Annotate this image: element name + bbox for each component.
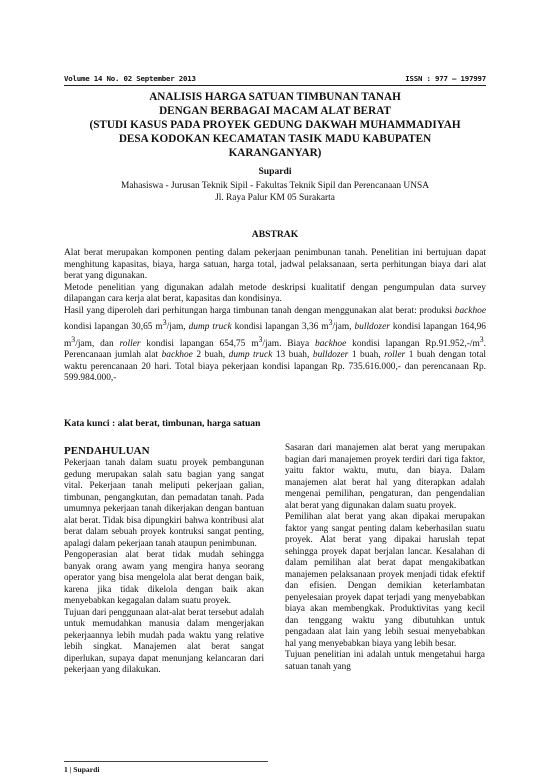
- title-line: DESA KODOKAN KECAMATAN TASIK MADU KABUPATEN: [118, 133, 432, 145]
- superscript: 3: [162, 318, 167, 327]
- footer-rule: [64, 761, 268, 762]
- superscript: 3: [479, 334, 484, 344]
- italic-term: backhoe: [454, 305, 486, 316]
- keywords: Kata kunci : alat berat, timbunan, harga satuan: [64, 418, 261, 429]
- text-run: kondisi lapangan 30,65 m: [64, 322, 163, 333]
- text-run: kondisi lapangan Rp.91.952,-/m: [346, 338, 480, 349]
- affiliation-line: Mahasiswa - Jurusan Teknik Sipil - Fakultas Teknik Sipil dan Perencanaan UNSA: [121, 181, 429, 191]
- abstract-paragraph: Alat berat merupakan komponen penting dalam pekerjaan penimbunan tanah. Penelitian ini bertujuan dapat menghitung kapasitas, biaya, harga satuan, harga total, jadwal pelaksanaan, serta perhitungan biaya dari alat berat yang digunakan.: [64, 248, 486, 281]
- author-name: Supardi: [258, 166, 292, 177]
- italic-term: dump truck: [188, 322, 232, 333]
- section-heading: PENDAHULUAN: [64, 445, 150, 457]
- text-run: /jam. Biaya: [262, 338, 316, 349]
- italic-term: backhoe: [315, 338, 347, 349]
- italic-term: bulldozer: [354, 322, 390, 333]
- abstract-heading: ABSTRAK: [251, 229, 299, 240]
- superscript: 3: [71, 334, 76, 344]
- paper-title: [64, 90, 486, 160]
- title-line: DENGAN BERBAGAI MACAM ALAT BERAT: [159, 105, 391, 117]
- italic-term: roller: [119, 338, 141, 349]
- abstract-paragraph: Metode penelitian yang digunakan adalah metode deskripsi kualitatif dengan pengumpulan data survey dilapangan cara kerja alat berat, kapasitas dan kondisinya.: [64, 282, 486, 304]
- text-run: Hasil yang diperoleh dari perhitungan harga timbunan tanah dengan menggunakan alat berat: produksi: [64, 305, 455, 316]
- text-run: kondisi lapangan 654,75 m: [140, 338, 259, 349]
- text-run: kondisi lapangan 164,96 m: [64, 322, 486, 349]
- title-line: (STUDI KASUS PADA PROYEK GEDUNG DAKWAH MUHAMMADIYAH: [89, 119, 461, 131]
- abstract-results-paragraph: [64, 306, 486, 385]
- text-run: 1 buah dengan total waktu perencanaan 20 hari. Total biaya pekerjaan kondisi lapangan Rp. 735.616.000,- dan perencanaan Rp. 599.984.000,-: [64, 350, 486, 384]
- superscript: 3: [328, 318, 333, 327]
- page-footer: 1 | Supardi: [64, 765, 100, 774]
- text-run: /jam, dan: [75, 338, 120, 349]
- right-column: [285, 442, 485, 672]
- text-run: 1 buah,: [348, 350, 385, 361]
- author-affiliation: [64, 180, 486, 205]
- body-paragraph: Tujuan dari penggunaan alat-alat berat tersebut adalah untuk memudahkan manusia dalam mengerjakan pekerjaannya lebih mudah pada waktu yang relative lebih singkat. Manajemen alat berat sangat diperlukan, supaya dapat menunjang kelancaran dari pekerjaan yang dilakukan.: [64, 606, 264, 674]
- superscript: 3: [258, 334, 263, 344]
- text-run: /jam,: [332, 322, 355, 333]
- text-run: 13 buah,: [272, 350, 313, 361]
- body-paragraph: Sasaran dari manajemen alat berat yang merupakan bagian dari manajemen proyek terdiri dari tiga faktor, yaitu faktor waktu, mutu, dan biaya. Dalam manajemen alat berat hal yang diterapkan adalah mengenai pemilihan, pengaturan, dan pengendalian alat berat yang digunakan dalam suatu proyek.: [285, 442, 485, 510]
- italic-term: dump truck: [228, 350, 273, 361]
- header-rule: [64, 85, 486, 86]
- text-run: kondisi lapangan 3,36 m: [231, 322, 329, 333]
- body-paragraph: Tujuan penelitian ini adalah untuk mengetahui harga satuan tanah yang: [285, 649, 485, 671]
- title-line: ANALISIS HARGA SATUAN TIMBUNAN TANAH: [149, 91, 401, 103]
- title-line: KARANGANYAR): [228, 147, 322, 159]
- left-column: [64, 442, 264, 676]
- italic-term: bulldozer: [312, 350, 349, 361]
- body-paragraph: Pengoperasian alat berat tidak mudah sehingga banyak orang awam yang mengira hanya seorang operator yang bisa mengelola alat berat dengan baik, karena jika tidak dikelola dengan baik akan menyebabkan kegagalan dalam suatu proyek.: [64, 549, 264, 605]
- abstract-body: [64, 248, 486, 385]
- text-run: 2 buah,: [192, 350, 229, 361]
- affiliation-line: Jl. Raya Palur KM 05 Surakarta: [215, 193, 335, 204]
- italic-term: roller: [384, 350, 406, 361]
- italic-term: backhoe: [161, 350, 193, 361]
- issn-info: ISSN : 977 – 197997: [405, 74, 486, 83]
- body-paragraph: Pekerjaan tanah dalam suatu proyek pembangunan gedung merupakan salah satu bagian yang sangat vital. Pekerjaan tanah meliputi pekerjaan galian, timbunan, pengangkutan, dan pemadatan tanah. Pada umumnya pekerjaan tanah dikerjakan dengan bantuan alat berat. Tidak bisa dipungkiri bahwa kontribusi alat berat dalam sebuah proyek kontruksi sangat penting, apalagi dalam pekerjaan tanah ataupun penimbunan.: [64, 457, 264, 548]
- text-run: . Perencanaan jumlah alat: [64, 338, 487, 361]
- volume-info: Volume 14 No. 02 September 2013: [64, 74, 196, 83]
- text-run: /jam,: [166, 322, 189, 333]
- body-paragraph: Pemilihan alat berat yang akan dipakai merupakan faktor yang sangat penting dalam keberhasilan suatu proyek. Alat berat yang dipakai haruslah tepat sehingga proyek dapat berjalan lancar. Kesalahan di dalam pemilihan alat berat dapat mengakibatkan manajemen pelaksanaan proyek menjadi tidak efektif dan efisien. Dengan demikian keterlambatan penyelesaian proyek dapat terjadi yang menyebabkan biaya akan membengkak. Produktivitas yang kecil dan tenggang waktu yang dibutuhkan untuk pengadaan alat lain yang lebih sesuai menyebabkan hal yang menyebabkan biaya yang lebih besar.: [285, 511, 485, 648]
